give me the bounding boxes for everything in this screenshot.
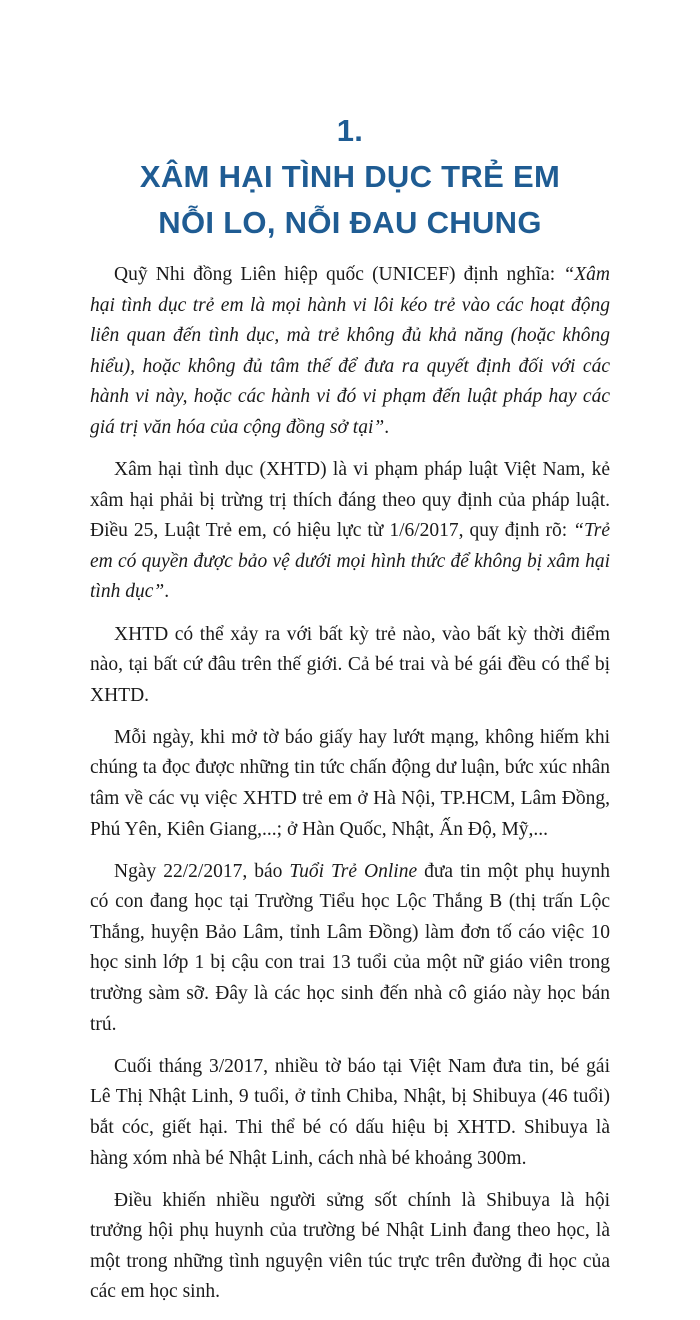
punctuation: . [384,416,390,438]
chapter-title-line-2: NỖI LO, NỖI ĐAU CHUNG [158,205,542,240]
paragraph-japan-case: Cuối tháng 3/2017, nhiều tờ báo tại Việt Nam đưa tin, bé gái Lê Thị Nhật Linh, 9 tuổi, ở tỉnh Chiba, Nhật, bị Shibuya (46 tuổi) bắt cóc, giết hại. Thi thể bé có dấu hiệu bị XHTD. Shibuya là hàng xóm nhà bé Nhật Linh, cách nhà bé khoảng 300m. [90,1055,610,1169]
chapter-number: 1. [336,113,364,148]
quoted-definition: “Xâm hại tình dục trẻ em là mọi hành vi lôi kéo trẻ vào các hoạt động liên quan đến tình dục, mà trẻ không đủ khả năng (hoặc không hiểu), hoặc không đủ tâm thế để đưa ra quyết định đối với các hành vi này, hoặc các hành vi đó vi phạm đến luật pháp hay các giá trị văn hóa của cộng đồng sở tại” [90,264,610,438]
chapter-title-line-1: XÂM HẠI TÌNH DỤC TRẺ EM [139,159,561,194]
quoted-law: “Trẻ em có quyền được bảo vệ dưới mọi hình thức để không bị xâm hại tình dục” [90,520,610,603]
paragraph-shibuya: Điều khiến nhiều người sửng sốt chính là Shibuya là hội trưởng hội phụ huynh của trường bé Nhật Linh đang theo học, là một trong những tình nguyện viên túc trực trên đường đi học của các em học sinh. [90,1189,610,1303]
paragraph-news: Mỗi ngày, khi mở tờ báo giấy hay lướt mạng, không hiếm khi chúng ta đọc được những tin tức chấn động dư luận, bức xúc nhân tâm về các vụ việc XHTD trẻ em ở Hà Nội, TP.HCM, Lâm Đồng, Phú Yên, Kiên Giang,...; ở Hàn Quốc, Nhật, Ấn Độ, Mỹ,... [90,726,610,840]
paragraph-text: Xâm hại tình dục (XHTD) là vi phạm pháp luật Việt Nam, kẻ xâm hại phải bị trừng trị thích đáng theo quy định của pháp luật. Điều 25, Luật Trẻ em, có hiệu lực từ 1/6/2017, quy định rõ: [90,459,610,542]
punctuation: . [164,581,170,603]
paragraph-unicef-definition [90,260,610,444]
paragraph-text: Quỹ Nhi đồng Liên hiệp quốc (UNICEF) định nghĩa: [114,264,564,285]
paragraph-text: đưa tin một phụ huynh có con đang học tại Trường Tiểu học Lộc Thắng B (thị trấn Lộc Thắng, huyện Bảo Lâm, tỉnh Lâm Đồng) làm đơn tố cáo việc 10 học sinh lớp 1 bị cậu con trai 13 tuổi của một nữ giáo viên trong trường sàm sỡ. Đây là các học sinh đến nhà cô giáo này học bán trú. [90,860,610,1035]
paragraph-law [90,455,610,608]
body-text [90,260,610,1320]
newspaper-name: Tuổi Trẻ Online [289,860,418,882]
paragraph-text: Ngày 22/2/2017, báo [114,860,290,882]
paragraph-lam-dong-case [90,857,610,1041]
chapter-heading [0,108,700,246]
paragraph-anyone: XHTD có thể xảy ra với bất kỳ trẻ nào, vào bất kỳ thời điểm nào, tại bất cứ đâu trên thế giới. Cả bé trai và bé gái đều có thể bị XHTD. [90,623,610,706]
